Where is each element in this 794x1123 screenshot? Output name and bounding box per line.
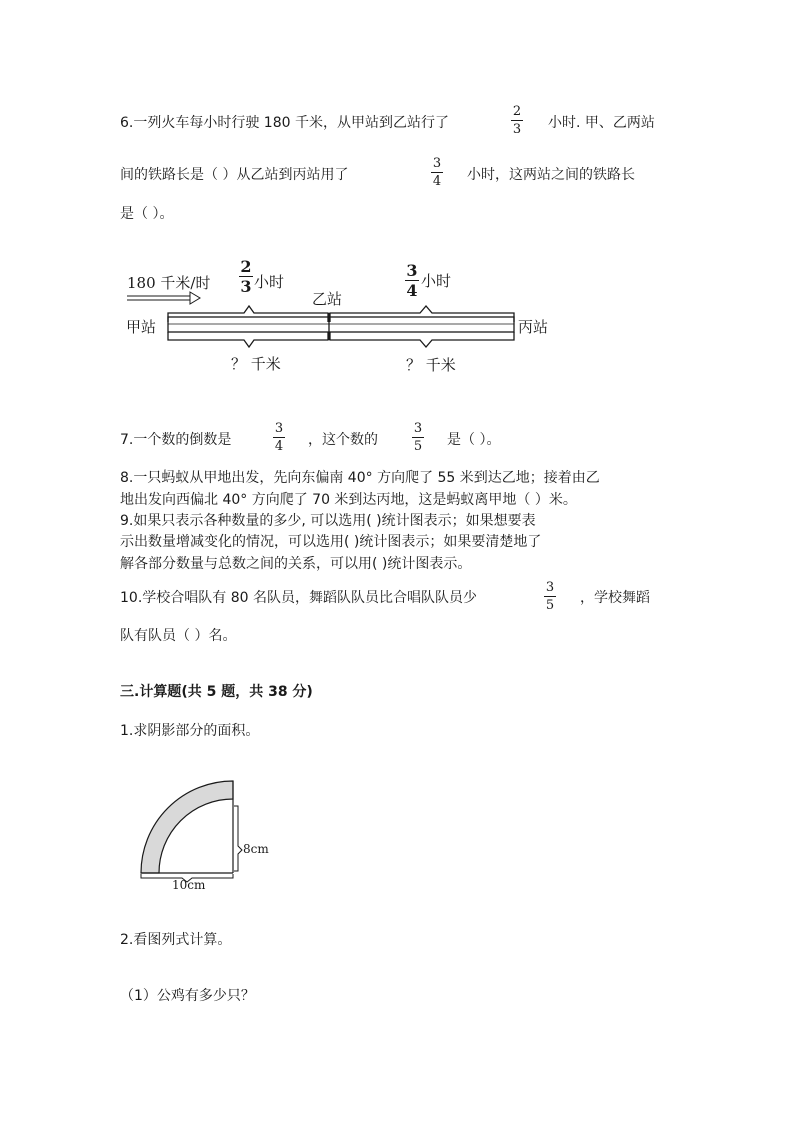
section3-heading: 三.计算题(共 5 题，共 38 分) — [120, 684, 313, 700]
q6-fraction-1-den: 3 — [512, 122, 522, 137]
q10-fraction-num: 3 — [545, 580, 555, 595]
q6-line2-text-b: 小时，这两站之间的铁路长 — [467, 167, 635, 183]
q10-text-b: ，学校舞蹈 — [580, 590, 650, 606]
q6-line3-text: 是（ ）。 — [120, 206, 174, 222]
diagram-station-b: 乙站 — [312, 290, 343, 308]
dim-label-vertical: 8cm — [243, 842, 269, 856]
q10-fraction-den: 5 — [545, 598, 555, 613]
q7-fraction-1 — [273, 421, 285, 454]
q9-line1: 9.如果只表示各种数量的多少, 可以选用( )统计图表示；如果想要表 — [120, 513, 536, 529]
q6-line1-text-a: 6.一列火车每小时行驶 180 千米，从甲站到乙站行了 — [120, 115, 449, 131]
q8-line2: 地出发向西偏北 40° 方向爬了 70 米到达丙地，这是蚂蚁离甲地（ ）米。 — [120, 492, 577, 508]
q7-text-c: 是（ ）。 — [447, 432, 501, 448]
diagram-seg1-length: ？ 千米 — [231, 355, 281, 373]
q8-line1: 8.一只蚂蚁从甲地出发，先向东偏南 40° 方向爬了 55 米到达乙地；接着由乙 — [120, 470, 600, 486]
q6-fraction-2-den: 4 — [432, 174, 442, 189]
q6-fraction-2-num: 3 — [432, 156, 442, 171]
q7-text-a: 7.一个数的倒数是 — [120, 432, 232, 448]
bottom-brace-seg2 — [330, 332, 514, 347]
q7-fraction-2 — [412, 421, 424, 454]
top-brace-seg1 — [168, 306, 328, 322]
dim-label-horizontal: 10cm — [172, 878, 206, 892]
q7-fraction-2-num: 3 — [413, 421, 423, 436]
diagram-seg2-unit: 小时 — [421, 272, 452, 290]
dim-brace-vertical — [234, 806, 242, 871]
q7-text-b: ，这个数的 — [308, 432, 378, 448]
section3-problem2-sub1: （1）公鸡有多少只？ — [120, 988, 255, 1004]
q6-line2-text-a: 间的铁路长是（ ）从乙站到丙站用了 — [120, 167, 349, 183]
railway-diagram — [0, 0, 794, 400]
section3-problem1: 1.求阴影部分的面积。 — [120, 723, 260, 739]
speed-arrow-icon — [127, 292, 200, 304]
shaded-quarter-ring-figure — [120, 770, 300, 900]
q6-fraction-1-num: 2 — [512, 104, 522, 119]
q10-fraction — [544, 580, 556, 613]
top-brace-seg2 — [330, 306, 514, 322]
diagram-seg1-num: 2 — [240, 257, 252, 276]
section3-problem2: 2.看图列式计算。 — [120, 932, 232, 948]
q7-fraction-2-den: 5 — [413, 439, 423, 454]
shaded-region — [141, 781, 233, 873]
diagram-seg2-den: 4 — [406, 281, 418, 300]
diagram-speed-label: 180 千米/时 — [127, 274, 211, 292]
diagram-seg2-num: 3 — [406, 261, 418, 280]
diagram-station-a: 甲站 — [126, 318, 157, 336]
q6-line1-text-b: 小时. 甲、乙两站 — [548, 115, 655, 131]
diagram-seg1-den: 3 — [240, 277, 252, 296]
q9-line2: 示出数量增减变化的情况，可以选用( )统计图表示；如果要清楚地了 — [120, 534, 542, 550]
diagram-seg1-unit: 小时 — [254, 273, 285, 291]
diagram-seg2-length: ？ 千米 — [406, 356, 456, 374]
q7-fraction-1-den: 4 — [274, 439, 284, 454]
q10-text-a: 10.学校合唱队有 80 名队员，舞蹈队队员比合唱队队员少 — [120, 590, 477, 606]
q7-fraction-1-num: 3 — [274, 421, 284, 436]
diagram-station-c: 丙站 — [518, 318, 549, 336]
q9-line3: 解各部分数量与总数之间的关系，可以用( )统计图表示。 — [120, 556, 472, 572]
rail-band — [168, 317, 514, 332]
bottom-brace-seg1 — [168, 332, 328, 347]
q10-line2: 队有队员（ ）名。 — [120, 628, 237, 644]
